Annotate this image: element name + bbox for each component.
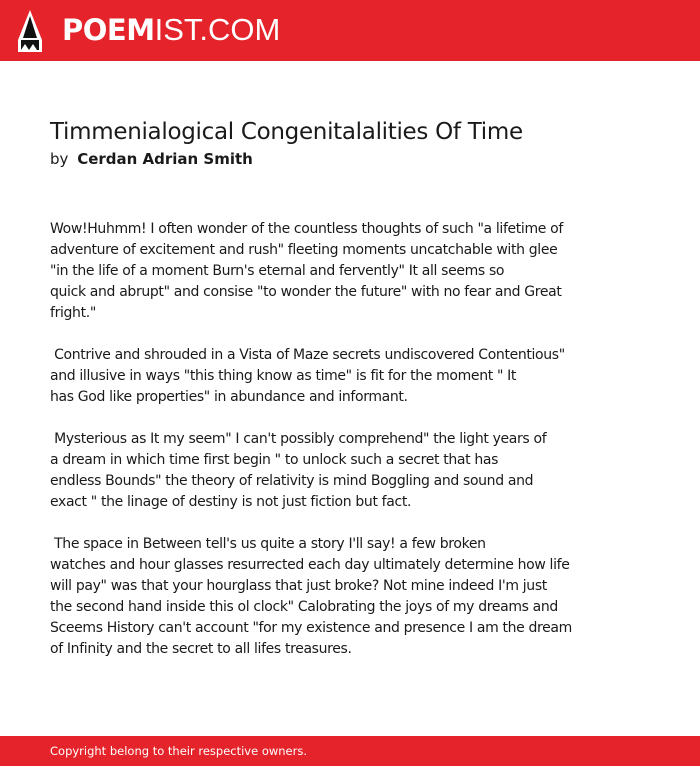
pencil-icon[interactable] xyxy=(18,10,42,52)
poem-line: Wow!Huhmm! I often wonder of the countless thoughts of such "a lifetime of xyxy=(50,221,563,237)
poem-line: a dream in which time first begin " to unlock such a secret that has xyxy=(50,452,499,468)
copyright-notice: Copyright belong to their respective owners. xyxy=(50,744,308,758)
stanza xyxy=(50,219,650,324)
header-bar xyxy=(0,0,700,61)
poem-line: Mysterious as It my seem" I can't possibly comprehend" the light years of xyxy=(50,431,547,447)
poem-line: of Infinity and the secret to all lifes treasures. xyxy=(50,641,352,657)
logo-bold-text: POEM xyxy=(62,13,155,47)
poem-line: fright." xyxy=(50,305,96,321)
byline xyxy=(50,150,253,168)
by-label: by xyxy=(50,150,69,168)
poem-line: exact " the linage of destiny is not just fiction but fact. xyxy=(50,494,412,510)
poem-line: has God like properties" in abundance and informant. xyxy=(50,389,408,405)
poem-line: Contrive and shrouded in a Vista of Maze secrets undiscovered Contentious" xyxy=(50,347,565,363)
poem-line: Sceems History can't account "for my existence and presence I am the dream xyxy=(50,620,572,636)
poem-body xyxy=(50,219,650,681)
poem-line: the second hand inside this ol clock" Calobrating the joys of my dreams and xyxy=(50,599,558,615)
logo-light-text: IST.COM xyxy=(154,12,281,47)
poem-line: endless Bounds" the theory of relativity is mind Boggling and sound and xyxy=(50,473,534,489)
poem-title: Timmenialogical Congenitalalities Of Time xyxy=(50,119,523,145)
poem-line: "in the life of a moment Burn's eternal and fervently" It all seems so xyxy=(50,263,505,279)
poem-line: and illusive in ways "this thing know as time" is fit for the moment " It xyxy=(50,368,517,384)
stanza xyxy=(50,345,650,408)
poem-line: quick and abrupt" and consise "to wonder the future" with no fear and Great xyxy=(50,284,562,300)
author-name: Cerdan Adrian Smith xyxy=(77,150,253,168)
poem-line: watches and hour glasses resurrected each day ultimately determine how life xyxy=(50,557,570,573)
stanza xyxy=(50,534,650,660)
poem-line: The space in Between tell's us quite a story I'll say! a few broken xyxy=(50,536,486,552)
stanza xyxy=(50,429,650,513)
poem-line: adventure of excitement and rush" fleeting moments uncatchable with glee xyxy=(50,242,558,258)
site-logo[interactable] xyxy=(62,13,280,47)
footer-bar xyxy=(0,736,700,766)
poem-line: will pay" was that your hourglass that just broke? Not mine indeed I'm just xyxy=(50,578,547,594)
